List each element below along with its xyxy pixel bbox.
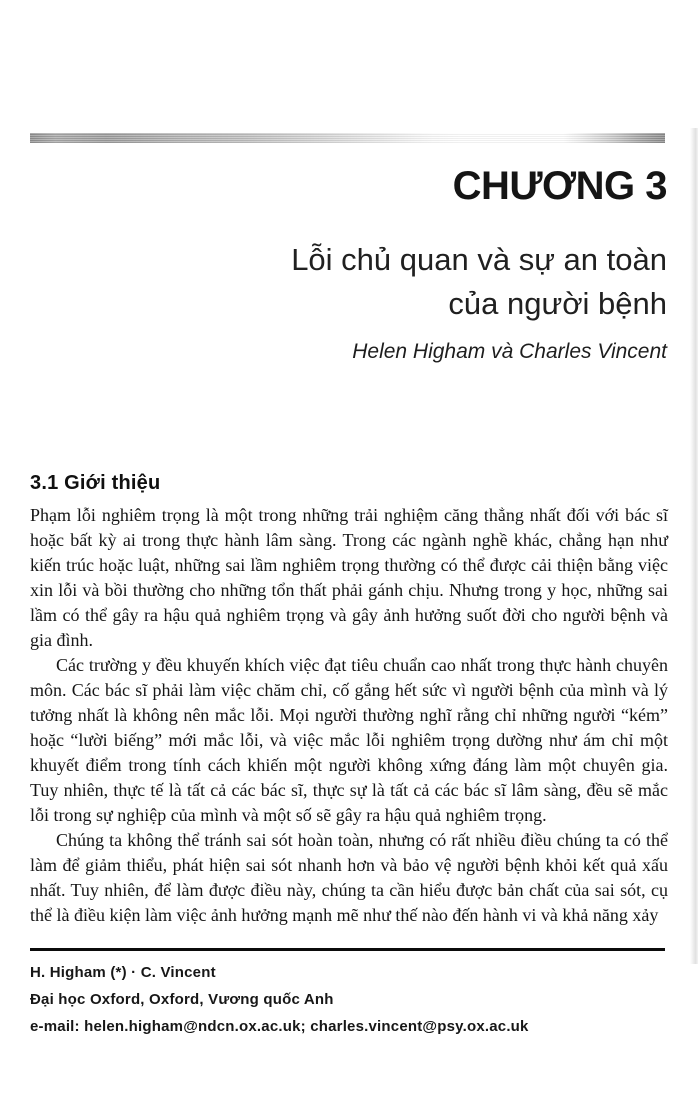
- footnote-email: e-mail: helen.higham@ndcn.ox.ac.uk; charles.vincent@psy.ox.ac.uk: [30, 1018, 529, 1035]
- footnote-affiliation: Đại học Oxford, Oxford, Vương quốc Anh: [30, 991, 334, 1008]
- paragraph-1: Phạm lỗi nghiêm trọng là một trong những trải nghiệm căng thẳng nhất đối với bác sĩ hoặc bất kỳ ai trong thực hành lâm sàng. Trong các ngành nghề khác, chẳng hạn như kiến trúc hoặc luật, những sai lầm nghiêm trọng thường có thể được cải thiện bằng việc xin lỗi và bồi thường cho những tổn thất phải gánh chịu. Nhưng trong y học, những sai lầm có thể gây ra hậu quả nghiêm trọng và gây ảnh hưởng suốt đời cho người bệnh và gia đình.: [30, 505, 668, 650]
- page-edge-shadow: [690, 128, 698, 964]
- footnote-authors: H. Higham (*) · C. Vincent: [30, 964, 216, 981]
- footnote-rule: [30, 948, 665, 951]
- paragraph-2: Các trường y đều khuyến khích việc đạt tiêu chuẩn cao nhất trong thực hành chuyên môn. Các bác sĩ phải làm việc chăm chỉ, cố gắng hết sức vì người bệnh của mình và lý tưởng nhất là không nên mắc lỗi. Mọi người thường nghĩ rằng chỉ những người “kém” hoặc “lười biếng” mới mắc lỗi, và việc mắc lỗi nghiêm trọng dường như ám chỉ một khuyết điểm trong tính cách khiến một người không xứng đáng làm một chuyên gia. Tuy nhiên, thực tế là tất cả các bác sĩ, thực sự là tất cả các bác sĩ lâm sàng, đều sẽ mắc lỗi trong sự nghiệp của mình và một số sẽ gây ra hậu quả nghiêm trọng.: [30, 655, 668, 825]
- section-heading: 3.1 Giới thiệu: [30, 472, 161, 494]
- chapter-ornament-bar: [30, 133, 665, 143]
- body-text: [30, 503, 668, 928]
- chapter-authors: Helen Higham và Charles Vincent: [352, 340, 667, 363]
- footnote-block: [30, 959, 529, 1040]
- chapter-title: [291, 238, 667, 326]
- chapter-title-line1: Lỗi chủ quan và sự an toàn: [291, 242, 667, 277]
- chapter-title-line2: của người bệnh: [448, 286, 667, 321]
- chapter-number: CHƯƠNG 3: [452, 164, 667, 208]
- paragraph-3: Chúng ta không thể tránh sai sót hoàn toàn, nhưng có rất nhiều điều chúng ta có thể làm để giảm thiểu, phát hiện sai sót nhanh hơn và bảo vệ người bệnh khỏi kết quả xấu nhất. Tuy nhiên, để làm được điều này, chúng ta cần hiểu được bản chất của sai sót, cụ thể là điều kiện làm việc ảnh hưởng mạnh mẽ như thế nào đến hành vi và khả năng xảy: [30, 830, 668, 925]
